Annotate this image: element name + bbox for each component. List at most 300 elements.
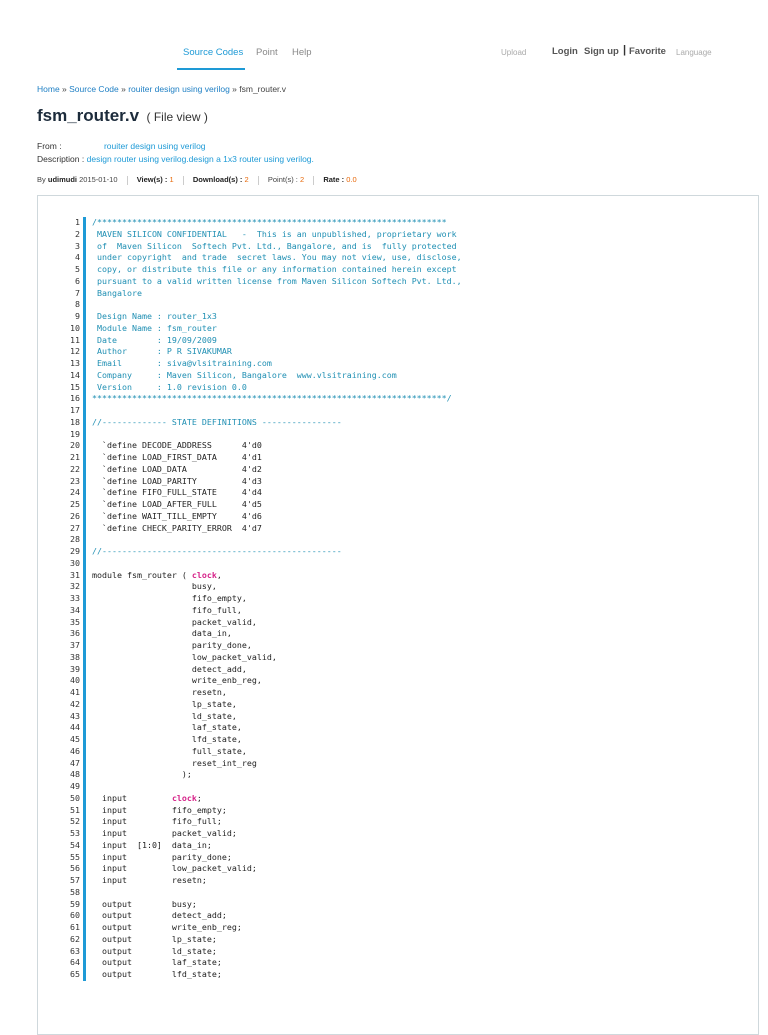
line-number: 47 [70,757,80,768]
code-line [60,617,750,629]
line-gutter-marker [83,793,86,805]
line-gutter-marker [83,581,86,593]
line-number: 54 [70,839,80,850]
tab-help[interactable]: Help [292,47,312,58]
code-text [92,511,262,523]
rate-value: 0.0 [346,175,357,184]
code-text [92,499,262,511]
file-view-label: ( File view ) [146,110,208,124]
line-gutter-marker [83,511,86,523]
line-gutter-marker [83,593,86,605]
code-line [60,899,750,911]
code-text [92,875,207,887]
code-keyword: clock [171,792,197,803]
views-label: View(s) : [136,175,168,184]
code-text [92,487,262,499]
line-number: 26 [70,510,80,521]
code-text [92,852,232,864]
code-text [92,863,257,875]
code-text-segment: `define LOAD_FIRST_DATA 4'd1 [92,452,262,462]
code-text-segment: output lfd_state; [92,969,222,979]
code-line [60,946,750,958]
line-number: 11 [70,334,80,345]
line-number: 33 [70,593,80,603]
code-text-segment: `define FIFO_FULL_STATE 4'd4 [92,487,262,498]
line-number: 29 [70,546,80,556]
code-text [92,805,227,817]
signup-link[interactable]: Sign up [584,46,619,57]
code-text [92,288,142,300]
code-line [60,252,750,264]
downloads-label: Download(s) : [192,175,243,184]
code-line [60,640,750,652]
line-number: 58 [70,886,80,897]
code-text-segment: ; [196,792,202,803]
code-keyword: clock [191,569,217,580]
code-line [60,405,750,417]
code-text [92,675,262,687]
code-text [92,452,262,464]
line-gutter-marker [83,781,86,793]
line-gutter-marker [83,452,86,464]
code-text-segment: Date : 19/09/2009 [92,334,217,345]
uploader-name[interactable]: udimudi [47,175,78,184]
meta-divider [183,176,184,185]
code-line [60,805,750,817]
code-text-segment: data_in, [92,628,232,639]
from-row [37,141,206,151]
line-number: 27 [70,522,80,533]
line-number: 19 [70,428,80,439]
line-gutter-marker [83,910,86,922]
code-text [92,570,222,582]
code-line [60,346,750,358]
code-line [60,476,750,488]
line-number: 56 [70,863,80,874]
line-gutter-marker [83,323,86,335]
tab-source-codes[interactable]: Source Codes [183,47,244,58]
code-text [92,264,457,276]
code-line [60,734,750,746]
code-text [92,734,242,746]
line-number: 64 [70,957,80,968]
favorite-link[interactable]: Favorite [629,46,666,57]
line-number: 59 [70,898,80,909]
code-text [92,546,342,558]
line-gutter-marker [83,746,86,758]
line-gutter-marker [83,828,86,840]
code-text [92,605,242,617]
line-gutter-marker [83,464,86,476]
code-text-segment: laf_state, [92,722,242,733]
code-text-segment: Author : P R SIVAKUMAR [92,346,232,357]
breadcrumb-separator: » [59,84,70,94]
line-number: 1 [75,217,80,227]
code-line [60,581,750,593]
code-text [92,793,202,805]
code-text-segment: packet_valid, [92,616,257,627]
code-text-segment: `define LOAD_PARITY 4'd3 [92,475,262,486]
code-line [60,511,750,523]
code-text [92,335,217,347]
line-number: 40 [70,675,80,686]
code-text [92,957,222,969]
code-text-segment: Company : Maven Silicon, Bangalore www.vlsitraining.com [92,369,397,380]
code-text-segment: output detect_add; [92,910,227,921]
code-line [60,605,750,617]
code-text-segment: input parity_done; [92,851,232,862]
line-gutter-marker [83,852,86,864]
line-gutter-marker [83,675,86,687]
line-number: 39 [70,663,80,674]
code-line [60,863,750,875]
line-gutter-marker [83,664,86,676]
code-text-segment: ); [92,769,192,780]
code-line [60,429,750,441]
description-link[interactable]: design router using verilog.design a 1x3 router using verilog. [86,154,314,164]
line-gutter-marker [83,957,86,969]
line-gutter-marker [83,311,86,323]
code-text [92,828,237,840]
code-line [60,934,750,946]
code-line [60,969,750,981]
code-line [60,887,750,899]
code-text-segment: of Maven Silicon Softech Pvt. Ltd., Bangalore, and is fully protected [92,240,457,251]
code-text [92,910,227,922]
description-row [37,154,314,164]
code-text-segment: under copyright and trade secret laws. You may not view, use, disclose, [92,252,462,263]
code-text-segment: input packet_valid; [92,828,237,838]
code-line [60,746,750,758]
upload-date: 2015-01-10 [79,175,118,184]
line-gutter-marker [83,217,86,229]
line-number: 65 [70,969,80,979]
line-gutter-marker [83,405,86,417]
code-text [92,217,447,229]
description-label: Description : [37,154,85,164]
code-line [60,499,750,511]
line-gutter-marker [83,840,86,852]
line-gutter-marker [83,946,86,958]
line-gutter-marker [83,358,86,370]
points-label: Point(s) : [267,175,298,184]
code-text-segment: lfd_state, [92,734,242,744]
code-text [92,722,242,734]
code-text [92,252,462,264]
code-text-segment: //------------- STATE DEFINITIONS ---------------- [92,416,342,427]
line-gutter-marker [83,523,86,535]
meta-divider [127,176,128,185]
upload-link[interactable]: Upload [501,48,527,57]
code-text-segment: //------------------------------------------------ [92,546,342,556]
code-text [92,311,217,323]
code-line [60,358,750,370]
line-number: 18 [70,416,80,427]
code-text [92,816,222,828]
line-gutter-marker [83,393,86,405]
downloads-count: 2 [244,175,249,184]
from-label: From : [37,141,62,151]
line-number: 22 [70,463,80,474]
code-line [60,523,750,535]
line-gutter-marker [83,276,86,288]
from-project-link[interactable]: rouiter design using verilog [103,141,206,151]
code-text [92,229,457,241]
code-line [60,299,750,311]
code-line [60,382,750,394]
code-text-segment: Module Name : fsm_router [92,322,217,333]
line-gutter-marker [83,335,86,347]
code-text [92,523,262,535]
code-text-segment: Email : siva@vlsitraining.com [92,358,272,368]
breadcrumb-separator: » [118,84,129,94]
breadcrumb-source-code[interactable]: Source Code [69,84,119,94]
code-text [92,687,227,699]
meta-divider [313,176,314,185]
line-gutter-marker [83,382,86,394]
code-text-segment: output laf_state; [92,957,222,968]
meta-divider [258,176,259,185]
breadcrumb-separator: » [229,84,240,94]
line-number: 57 [70,875,80,885]
line-gutter-marker [83,252,86,264]
breadcrumb-home[interactable]: Home [37,84,60,94]
line-gutter-marker [83,546,86,558]
code-text-segment: Design Name : router_1x3 [92,311,217,321]
code-text-segment: ld_state, [92,710,237,721]
line-gutter-marker [83,758,86,770]
code-line [60,910,750,922]
line-gutter-marker [83,605,86,617]
code-text-segment: module fsm_router ( [92,569,192,580]
page-title [37,106,208,126]
views-count: 1 [169,175,174,184]
tab-point[interactable]: Point [256,47,278,58]
code-text-segment: `define CHECK_PARITY_ERROR 4'd7 [92,522,262,533]
code-line [60,393,750,405]
line-gutter-marker [83,652,86,664]
line-number: 12 [70,346,80,357]
line-gutter-marker [83,346,86,358]
line-gutter-marker [83,969,86,981]
line-gutter-marker [83,558,86,570]
line-gutter-marker [83,299,86,311]
code-text [92,946,217,958]
line-gutter-marker [83,429,86,441]
code-text-segment: busy, [92,581,217,592]
line-number: 48 [70,769,80,780]
breadcrumb [37,84,286,94]
code-line [60,464,750,476]
line-number: 45 [70,734,80,744]
nav-separator: | [623,44,627,56]
by-label: By [37,175,46,184]
code-line [60,628,750,640]
breadcrumb-current-file: fsm_router.v [239,84,287,94]
code-text-segment: input [92,792,172,803]
code-text [92,581,217,593]
login-link[interactable]: Login [552,46,578,57]
code-line [60,276,750,288]
line-gutter-marker [83,370,86,382]
code-line [60,922,750,934]
line-number: 31 [70,569,80,580]
code-text [92,476,262,488]
line-number: 16 [70,393,80,404]
code-line [60,699,750,711]
line-number: 14 [70,369,80,380]
code-text [92,628,232,640]
code-text-segment: full_state, [92,745,247,756]
line-gutter-marker [83,487,86,499]
code-text [92,699,237,711]
code-line [60,570,750,582]
code-line [60,229,750,241]
code-line [60,487,750,499]
code-line [60,852,750,864]
line-gutter-marker [83,229,86,241]
code-line [60,722,750,734]
code-line [60,440,750,452]
line-number: 24 [70,487,80,498]
code-text [92,346,232,358]
code-text [92,769,192,781]
line-number: 36 [70,628,80,639]
code-text [92,417,342,429]
code-text-segment: output write_enb_reg; [92,922,242,932]
line-gutter-marker [83,440,86,452]
line-number: 9 [75,311,80,321]
code-text-segment: detect_add, [92,663,247,674]
code-listing [60,217,750,981]
code-text-segment: output busy; [92,898,197,909]
code-line [60,675,750,687]
code-line [60,370,750,382]
line-gutter-marker [83,534,86,546]
code-line [60,664,750,676]
line-number: 3 [75,240,80,251]
code-line [60,687,750,699]
line-gutter-marker [83,417,86,429]
line-gutter-marker [83,863,86,875]
line-number: 23 [70,475,80,486]
code-text [92,758,257,770]
code-text [92,840,212,852]
line-number: 30 [70,557,80,568]
code-line [60,311,750,323]
points-count: 2 [299,175,305,184]
code-line [60,323,750,335]
code-text [92,617,257,629]
code-text-segment: copy, or distribute this file or any information contained herein except [92,264,457,274]
code-line [60,217,750,229]
code-line [60,652,750,664]
code-text-segment: , [216,569,222,580]
line-number: 42 [70,698,80,709]
line-number: 15 [70,381,80,392]
code-line [60,711,750,723]
line-gutter-marker [83,711,86,723]
code-text-segment: lp_state, [92,698,237,709]
line-number: 4 [75,252,80,263]
line-number: 63 [70,945,80,956]
code-text-segment: Bangalore [92,287,142,298]
line-gutter-marker [83,628,86,640]
code-text [92,393,452,405]
code-text [92,323,217,335]
code-line [60,335,750,347]
language-link[interactable]: Language [676,48,712,57]
code-text-segment: /********************************************************************** [92,217,447,227]
line-number: 61 [70,922,80,932]
code-line [60,417,750,429]
breadcrumb-project[interactable]: rouiter design using verilog [128,84,230,94]
line-number: 37 [70,640,80,650]
code-text [92,899,197,911]
code-text [92,711,237,723]
line-number: 34 [70,604,80,615]
code-text [92,640,252,652]
code-text-segment: input fifo_empty; [92,804,227,815]
line-gutter-marker [83,899,86,911]
line-gutter-marker [83,264,86,276]
code-text [92,358,272,370]
line-gutter-marker [83,875,86,887]
code-text-segment: reset_int_reg [92,757,257,768]
line-number: 41 [70,687,80,697]
line-number: 5 [75,264,80,274]
line-number: 35 [70,616,80,627]
code-line [60,875,750,887]
code-text-segment: fifo_full, [92,604,242,615]
code-text-segment: ***********************************************************************/ [92,393,452,404]
code-text-segment: input low_packet_valid; [92,863,257,874]
code-text [92,241,457,253]
code-text-segment: Version : 1.0 revision 0.0 [92,381,247,392]
code-line [60,593,750,605]
line-number: 21 [70,452,80,462]
line-number: 43 [70,710,80,721]
line-number: 55 [70,851,80,862]
code-viewer[interactable] [37,195,759,1035]
line-number: 25 [70,499,80,509]
line-number: 32 [70,581,80,592]
line-gutter-marker [83,722,86,734]
line-gutter-marker [83,887,86,899]
line-number: 51 [70,804,80,815]
code-text-segment: `define WAIT_TILL_EMPTY 4'd6 [92,510,262,521]
top-navigation [0,0,768,70]
code-line [60,769,750,781]
code-text [92,370,397,382]
line-gutter-marker [83,241,86,253]
code-text-segment: MAVEN SILICON CONFIDENTIAL - This is an unpublished, proprietary work [92,228,457,239]
code-text [92,440,262,452]
line-number: 13 [70,358,80,368]
code-text [92,382,247,394]
line-number: 7 [75,287,80,298]
line-number: 44 [70,722,80,733]
code-text-segment: output ld_state; [92,945,217,956]
line-gutter-marker [83,769,86,781]
line-number: 2 [75,228,80,239]
rate-label: Rate : [323,175,345,184]
code-text [92,934,217,946]
line-gutter-marker [83,922,86,934]
line-gutter-marker [83,734,86,746]
line-number: 53 [70,828,80,838]
code-line [60,793,750,805]
